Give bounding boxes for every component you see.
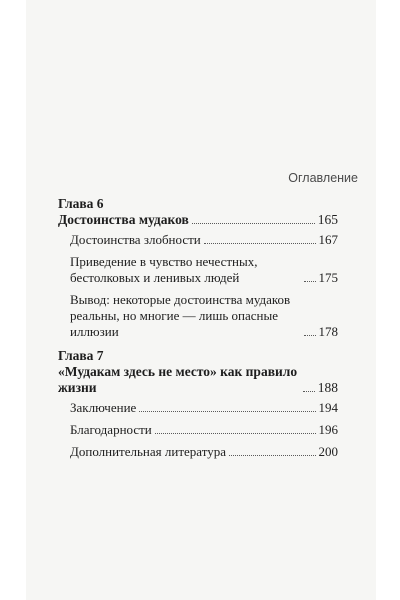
toc-entry-title: Приведение в чувство нечестных, бестолковых и ленивых людей bbox=[70, 254, 258, 285]
dot-leader bbox=[304, 281, 316, 282]
dot-leader bbox=[229, 455, 316, 456]
dot-leader bbox=[303, 391, 315, 392]
toc-page-number: 167 bbox=[318, 232, 338, 247]
toc-page-number: 178 bbox=[318, 324, 338, 339]
toc-page-number: 196 bbox=[318, 422, 338, 437]
toc-page-number: 188 bbox=[317, 380, 338, 395]
chapter-label: Глава 7 bbox=[58, 348, 104, 363]
chapter-6 bbox=[58, 196, 338, 340]
chapter-label: Глава 6 bbox=[58, 196, 104, 211]
toc-entry[interactable] bbox=[58, 400, 338, 416]
dot-leader bbox=[192, 223, 315, 224]
running-head: Оглавление bbox=[288, 171, 358, 185]
toc-entry-title: Благодарности bbox=[70, 422, 152, 437]
toc-page-number: 194 bbox=[318, 400, 338, 415]
dot-leader bbox=[204, 243, 316, 244]
toc-page-number: 165 bbox=[317, 212, 338, 227]
toc-page-number: 200 bbox=[318, 444, 338, 459]
toc-page-number: 175 bbox=[318, 270, 338, 285]
toc-entry-title: Достоинства мудаков bbox=[58, 212, 189, 227]
toc-entry[interactable] bbox=[58, 232, 338, 248]
toc-entry-title: Вывод: некоторые достоинства мудаков реальны, но многие — лишь опасные иллюзии bbox=[70, 292, 291, 339]
dot-leader bbox=[304, 335, 316, 336]
toc-entry-title: Дополнительная литература bbox=[70, 444, 226, 459]
toc-entry-title: Заключение bbox=[70, 400, 137, 415]
table-of-contents bbox=[58, 196, 338, 466]
toc-entry-main[interactable] bbox=[58, 364, 338, 396]
book-page bbox=[26, 0, 376, 600]
toc-entry[interactable] bbox=[58, 292, 338, 340]
dot-leader bbox=[155, 433, 316, 434]
toc-entry-main[interactable] bbox=[58, 212, 338, 228]
toc-entry[interactable] bbox=[58, 444, 338, 460]
dot-leader bbox=[139, 411, 315, 412]
toc-entry[interactable] bbox=[58, 254, 338, 286]
toc-entry-title: «Мудакам здесь не место» как правило жизни bbox=[58, 364, 298, 395]
chapter-7 bbox=[58, 348, 338, 460]
toc-entry[interactable] bbox=[58, 422, 338, 438]
toc-entry-title: Достоинства злобности bbox=[70, 232, 201, 247]
